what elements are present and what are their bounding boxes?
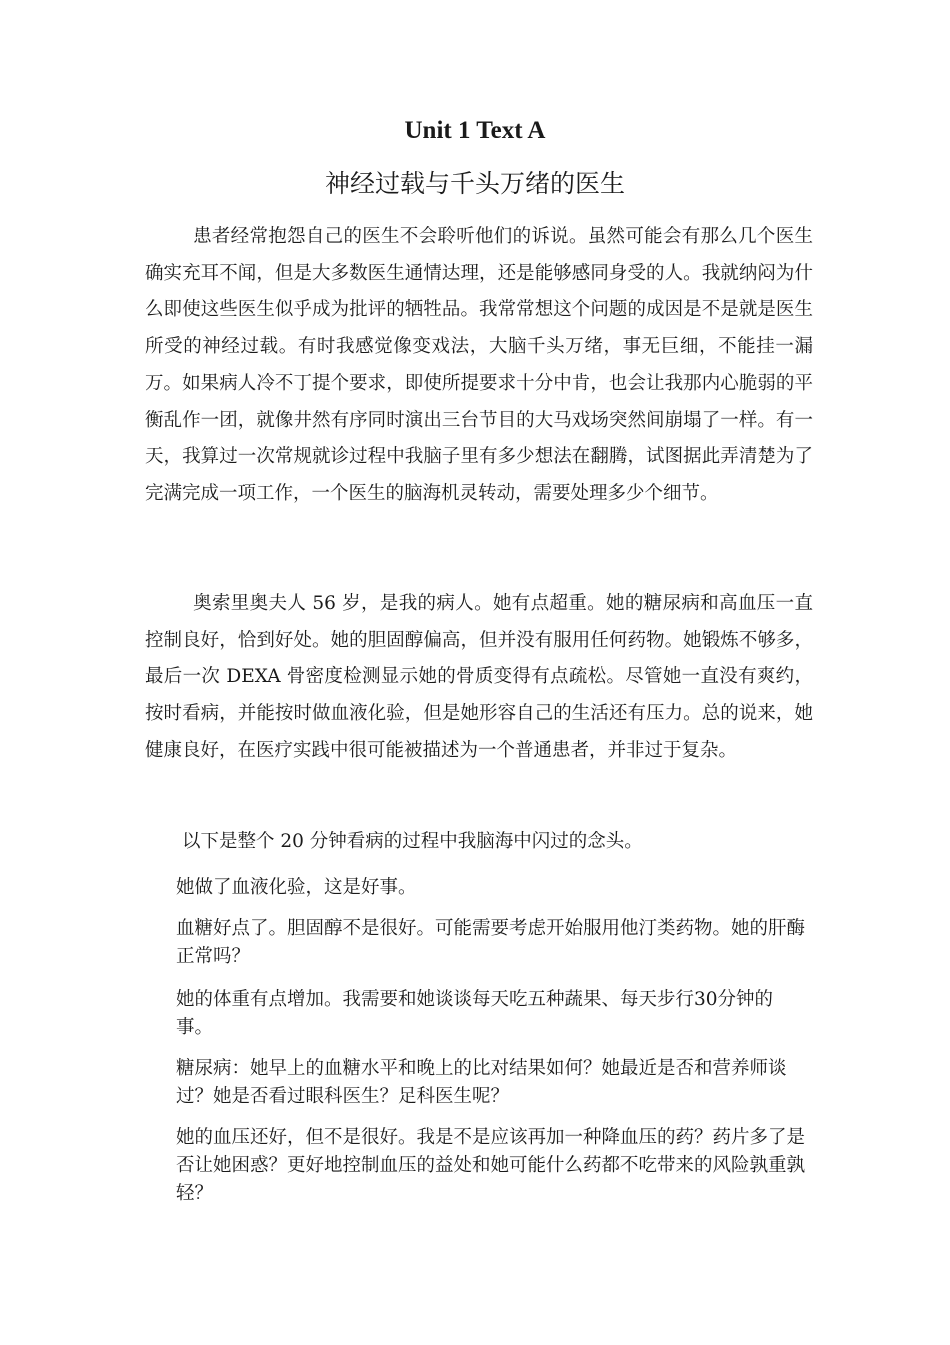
body-paragraph-1: 患者经常抱怨自己的医生不会聆听他们的诉说。虽然可能会有那么几个医生确实充耳不闻，但是大多数医生通情达理，还是能够感同身受的人。我就纳闷为什么即使这些医生似乎成为批评的牺牲品。我常常想这个问题的成因是不是就是医生所受的神经过载。有时我感觉像变戏法，大脑千头万绪，事无巨细，不能挂一漏万。如果病人冷不丁提个要求，即使所提要求十分中肯，也会让我那内心脆弱的平衡乱作一团，就像井然有序同时演出三台节目的大马戏场突然间崩塌了一样。有一天，我算过一次常规就诊过程中我脑子里有多少想法在翻腾，试图据此弄清楚为了完满完成一项工作，一个医生的脑海机灵转动，需要处理多少个细节。 [145, 226, 813, 504]
document-title: Unit 1 Text A [404, 117, 546, 144]
intro-line: 以下是整个 20 分钟看病的过程中我脑海中闪过的念头。 [182, 831, 643, 852]
thought-item-3: 她的体重有点增加。我需要和她谈谈每天吃五种蔬果、每天步行30分钟的事。 [176, 989, 774, 1038]
body-paragraph-2: 奥索里奥夫人 56 岁，是我的病人。她有点超重。她的糖尿病和高血压一直控制良好，恰到好处。她的胆固醇偏高，但并没有服用任何药物。她锻炼不够多，最后一次 DEXA 骨密度检测显示她的骨质变得有点疏松。尽管她一直没有爽约，按时看病，并能按时做血液化验，但是她形容自己的生活还有压力。总的说来，她健康良好，在医疗实践中很可能被描述为一个普通患者，并非过于复杂。 [145, 593, 813, 761]
document-subtitle: 神经过载与千头万绪的医生 [324, 169, 625, 198]
thought-item-4: 糖尿病：她早上的血糖水平和晚上的比对结果如何？她最近是否和营养师谈过？她是否看过眼科医生？足科医生呢？ [176, 1058, 787, 1107]
thought-item-2: 血糖好点了。胆固醇不是很好。可能需要考虑开始服用他汀类药物。她的肝酶正常吗？ [176, 918, 806, 967]
thought-item-1: 她做了血液化验，这是好事。 [176, 877, 417, 898]
thought-item-5: 她的血压还好，但不是很好。我是不是应该再加一种降血压的药？药片多了是否让她困惑？更好地控制血压的益处和她可能什么药都不吃带来的风险孰重孰轻？ [176, 1127, 806, 1204]
